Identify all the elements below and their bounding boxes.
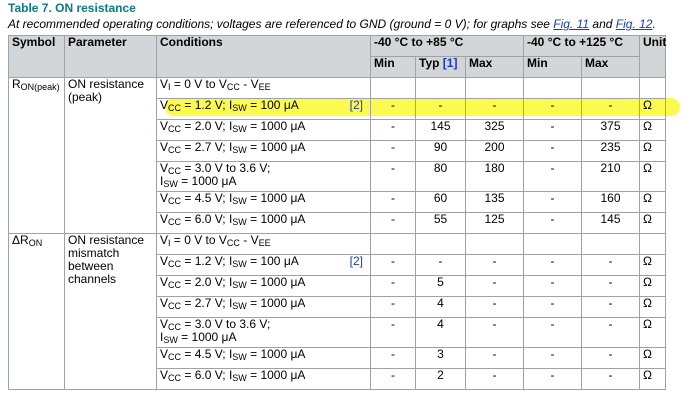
subscript: CC	[168, 103, 182, 113]
fig-11-link[interactable]: Fig. 11	[553, 17, 590, 31]
subscript: CC	[168, 322, 182, 332]
caption-and: and	[589, 17, 616, 31]
value-min: -	[371, 318, 416, 348]
value-max2: 375	[582, 120, 640, 141]
header-min: Min	[371, 57, 416, 78]
symbol-main: ΔR	[12, 233, 29, 247]
value-min: -	[371, 369, 416, 390]
condition-cell: $V_{CC} = 4.5$ V; $I_{SW} = 1000$ μA	[157, 192, 371, 213]
value-max2: -	[582, 276, 640, 297]
subscript: SW	[232, 196, 247, 206]
subscript: SW	[232, 280, 247, 290]
subscript: SW	[163, 179, 178, 189]
empty-cell	[371, 234, 416, 255]
empty-cell	[524, 78, 582, 99]
value-min2: -	[524, 369, 582, 390]
subscript: SW	[232, 217, 247, 227]
table-caption	[8, 17, 656, 31]
unit-cell: Ω	[640, 255, 666, 276]
value-max2: -	[582, 297, 640, 318]
value-max: -	[466, 99, 524, 120]
symbol-main: R	[12, 77, 21, 91]
value-min: -	[371, 120, 416, 141]
value-min2: -	[524, 162, 582, 192]
symbol-cell	[9, 78, 65, 234]
subscript: SW	[232, 352, 247, 362]
value-max: 180	[466, 162, 524, 192]
value-min2: -	[524, 276, 582, 297]
subscript: CC	[168, 124, 182, 134]
subscript: CC	[168, 373, 182, 383]
value-typ: 55	[416, 213, 466, 234]
condition-cell: [2] $V_{CC} = 1.2$ V; $I_{SW} = 100$ μA	[157, 255, 371, 276]
value-min2: -	[524, 120, 582, 141]
value-max: -	[466, 276, 524, 297]
empty-cell	[371, 78, 416, 99]
unit-cell: Ω	[640, 348, 666, 369]
condition-cell: $V_{CC} = 6.0$ V; $I_{SW} = 1000$ μA	[157, 213, 371, 234]
value-max2: 145	[582, 213, 640, 234]
value-max2: -	[582, 99, 640, 120]
value-typ: 80	[416, 162, 466, 192]
value-min2: -	[524, 255, 582, 276]
header-symbol: Symbol	[9, 36, 65, 78]
value-max: -	[466, 369, 524, 390]
value-max: -	[466, 318, 524, 348]
value-max2: -	[582, 348, 640, 369]
subscript: CC	[168, 166, 182, 176]
empty-cell	[582, 234, 640, 255]
header-range-85: -40 °C to +85 °C	[371, 36, 524, 57]
header-range-125: -40 °C to +125 °C	[524, 36, 640, 57]
subscript: SW	[232, 373, 247, 383]
header-parameter: Parameter	[65, 36, 157, 78]
unit-cell: Ω	[640, 213, 666, 234]
condition-cell: $V_{CC} = 3.0$ V to 3.6 V; $I_{SW} = 1000$ μA	[157, 318, 371, 348]
value-min: -	[371, 99, 416, 120]
unit-cell: Ω	[640, 120, 666, 141]
condition-main-cell: $V_I = 0$ V to $V_{CC} - V_{EE}$	[157, 234, 371, 255]
caption-end: .	[652, 17, 656, 31]
header-conditions: Conditions	[157, 36, 371, 78]
subscript: SW	[232, 259, 247, 269]
value-min: -	[371, 348, 416, 369]
value-typ: 60	[416, 192, 466, 213]
value-typ: 3	[416, 348, 466, 369]
value-max: 200	[466, 141, 524, 162]
header-unit: Unit	[640, 36, 666, 78]
value-min2: -	[524, 99, 582, 120]
value-min: -	[371, 297, 416, 318]
footnote-link[interactable]: [2]	[349, 254, 363, 268]
value-min: -	[371, 141, 416, 162]
unit-cell: Ω	[640, 369, 666, 390]
value-max: 135	[466, 192, 524, 213]
subscript: CC	[168, 259, 182, 269]
value-max2: 160	[582, 192, 640, 213]
value-typ: 4	[416, 318, 466, 348]
unit-cell: Ω	[640, 276, 666, 297]
value-typ: 5	[416, 276, 466, 297]
subscript: CC	[226, 82, 240, 92]
typ-note-link[interactable]: [1]	[442, 56, 458, 70]
subscript: SW	[232, 145, 247, 155]
header-typ	[416, 57, 466, 78]
table-row	[9, 78, 666, 99]
empty-cell	[416, 78, 466, 99]
subscript: SW	[163, 335, 178, 345]
value-max: -	[466, 348, 524, 369]
subscript: SW	[232, 124, 247, 134]
value-min2: -	[524, 348, 582, 369]
unit-cell: Ω	[640, 192, 666, 213]
value-max: 325	[466, 120, 524, 141]
condition-cell: $V_{CC} = 3.0$ V to 3.6 V; $I_{SW} = 1000$ μA	[157, 162, 371, 192]
subscript: SW	[232, 103, 247, 113]
condition-cell: $V_{CC} = 4.5$ V; $I_{SW} = 1000$ μA	[157, 348, 371, 369]
value-typ: -	[416, 99, 466, 120]
subscript: EE	[258, 82, 271, 92]
value-max2: 210	[582, 162, 640, 192]
value-min2: -	[524, 297, 582, 318]
empty-cell	[466, 78, 524, 99]
value-min2: -	[524, 141, 582, 162]
header-max: Max	[466, 57, 524, 78]
on-resistance-table	[8, 35, 666, 390]
subscript: CC	[168, 145, 182, 155]
subscript: CC	[168, 196, 182, 206]
empty-cell	[416, 234, 466, 255]
subscript: SW	[232, 301, 247, 311]
unit-cell: Ω	[640, 99, 666, 120]
header-typ-label: Typ	[419, 56, 440, 70]
value-typ: -	[416, 255, 466, 276]
condition-cell: $V_{CC} = 2.0$ V; $I_{SW} = 1000$ μA	[157, 276, 371, 297]
value-max: -	[466, 297, 524, 318]
value-min: -	[371, 192, 416, 213]
subscript: CC	[226, 238, 240, 248]
value-min: -	[371, 276, 416, 297]
fig-12-link[interactable]: Fig. 12	[615, 17, 653, 31]
value-min2: -	[524, 192, 582, 213]
value-min2: -	[524, 213, 582, 234]
value-max2: -	[582, 255, 640, 276]
subscript: CC	[168, 280, 182, 290]
value-max: 125	[466, 213, 524, 234]
value-min2: -	[524, 318, 582, 348]
subscript: CC	[168, 352, 182, 362]
condition-cell: $V_{CC} = 2.7$ V; $I_{SW} = 1000$ μA	[157, 297, 371, 318]
empty-cell	[466, 234, 524, 255]
table-row	[9, 234, 666, 255]
symbol-cell	[9, 234, 65, 390]
value-max: -	[466, 255, 524, 276]
parameter-cell: ON resistance mismatch between channels	[65, 234, 157, 390]
subscript: I	[168, 82, 171, 92]
value-typ: 145	[416, 120, 466, 141]
subscript: EE	[258, 238, 271, 248]
value-max2: -	[582, 318, 640, 348]
symbol-sub: ON	[28, 238, 43, 248]
unit-cell: Ω	[640, 162, 666, 192]
subscript: I	[168, 238, 171, 248]
parameter-cell: ON resistance (peak)	[65, 78, 157, 234]
value-typ: 4	[416, 297, 466, 318]
condition-cell: $V_{CC} = 2.7$ V; $I_{SW} = 1000$ μA	[157, 141, 371, 162]
table-title: Table 7. ON resistance	[8, 1, 136, 15]
value-max2: 235	[582, 141, 640, 162]
condition-cell: $V_{CC} = 2.0$ V; $I_{SW} = 1000$ μA	[157, 120, 371, 141]
subscript: CC	[168, 217, 182, 227]
value-typ: 2	[416, 369, 466, 390]
header-min2: Min	[524, 57, 582, 78]
value-min: -	[371, 213, 416, 234]
value-typ: 90	[416, 141, 466, 162]
value-min: -	[371, 162, 416, 192]
value-min: -	[371, 255, 416, 276]
caption-text: At recommended operating conditions; voltages are referenced to GND (ground = 0 V); for graphs see	[8, 17, 554, 31]
unit-cell: Ω	[640, 318, 666, 348]
footnote-link[interactable]: [2]	[349, 98, 363, 112]
symbol-sub: ON(peak)	[20, 82, 60, 92]
empty-cell	[640, 78, 666, 99]
empty-cell	[582, 78, 640, 99]
condition-cell: $V_{CC} = 6.0$ V; $I_{SW} = 1000$ μA	[157, 369, 371, 390]
unit-cell: Ω	[640, 297, 666, 318]
condition-main-cell: $V_I = 0$ V to $V_{CC} - V_{EE}$	[157, 78, 371, 99]
value-max2: -	[582, 369, 640, 390]
table-body	[9, 78, 666, 390]
empty-cell	[524, 234, 582, 255]
unit-cell: Ω	[640, 141, 666, 162]
header-max2: Max	[582, 57, 640, 78]
empty-cell	[640, 234, 666, 255]
condition-cell: [2] $V_{CC} = 1.2$ V; $I_{SW} = 100$ μA	[157, 99, 371, 120]
subscript: CC	[168, 301, 182, 311]
